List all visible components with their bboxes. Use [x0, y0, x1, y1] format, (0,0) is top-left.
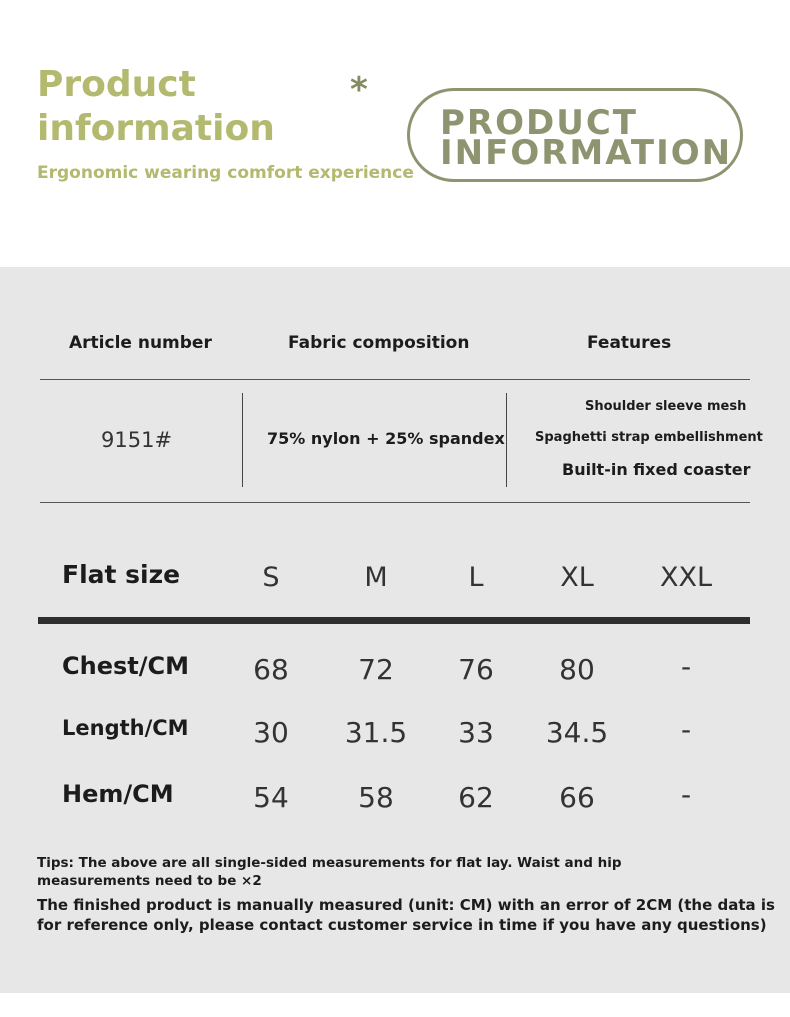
table-header-divider: [38, 617, 750, 624]
row-label-chest: Chest/CM: [62, 652, 189, 680]
size-header: M: [364, 562, 388, 593]
row-label-hem: Hem/CM: [62, 780, 174, 808]
table-cell: 54: [253, 781, 289, 814]
header: [0, 0, 790, 267]
feature-item: Built-in fixed coaster: [562, 460, 751, 479]
size-header: S: [262, 562, 280, 593]
divider-bottom: [40, 502, 750, 503]
badge-line-1: PRODUCT: [440, 103, 638, 143]
size-header: XXL: [659, 562, 713, 593]
header-article-number: Article number: [69, 333, 212, 353]
header-features: Features: [587, 333, 672, 353]
badge-line-2: INFORMATION: [440, 133, 733, 173]
tip-line-2: measurements need to be ×2: [37, 873, 262, 889]
table-cell: 34.5: [545, 716, 609, 749]
tip-line-1: Tips: The above are all single-sided measurements for flat lay. Waist and hip: [37, 855, 622, 871]
fabric-value: 75% nylon + 25% spandex: [267, 429, 505, 448]
note-line-2: for reference only, please contact customer service in time if you have any questions): [37, 916, 767, 934]
row-label-length: Length/CM: [62, 716, 189, 740]
flat-size-label: Flat size: [62, 560, 181, 589]
table-cell: 80: [559, 653, 595, 686]
size-header: XL: [560, 562, 594, 593]
table-cell: 68: [253, 653, 289, 686]
table-cell: -: [680, 713, 692, 746]
header-fabric-composition: Fabric composition: [288, 333, 470, 353]
asterisk-icon: *: [350, 70, 368, 110]
column-divider-2: [506, 393, 507, 487]
table-cell: 58: [358, 781, 394, 814]
table-cell: 66: [559, 781, 595, 814]
table-cell: 30: [253, 716, 289, 749]
article-number-value: 9151#: [101, 428, 173, 452]
footer-strip: [0, 993, 790, 1017]
note-line-1: The finished product is manually measured (unit: CM) with an error of 2CM (the data is: [37, 896, 775, 914]
title-line-2: information: [37, 108, 275, 149]
table-cell: -: [680, 650, 692, 683]
table-cell: 76: [458, 653, 494, 686]
feature-item: Spaghetti strap embellishment: [535, 430, 763, 445]
divider-top: [40, 379, 750, 380]
size-header: L: [468, 562, 484, 593]
column-divider-1: [242, 393, 243, 487]
feature-item: Shoulder sleeve mesh: [585, 399, 747, 414]
table-cell: 72: [358, 653, 394, 686]
subtitle: Ergonomic wearing comfort experience: [37, 163, 414, 183]
title-line-1: Product: [37, 64, 196, 105]
table-cell: 62: [458, 781, 494, 814]
table-cell: 31.5: [344, 716, 408, 749]
table-cell: -: [680, 778, 692, 811]
table-cell: 33: [458, 716, 494, 749]
